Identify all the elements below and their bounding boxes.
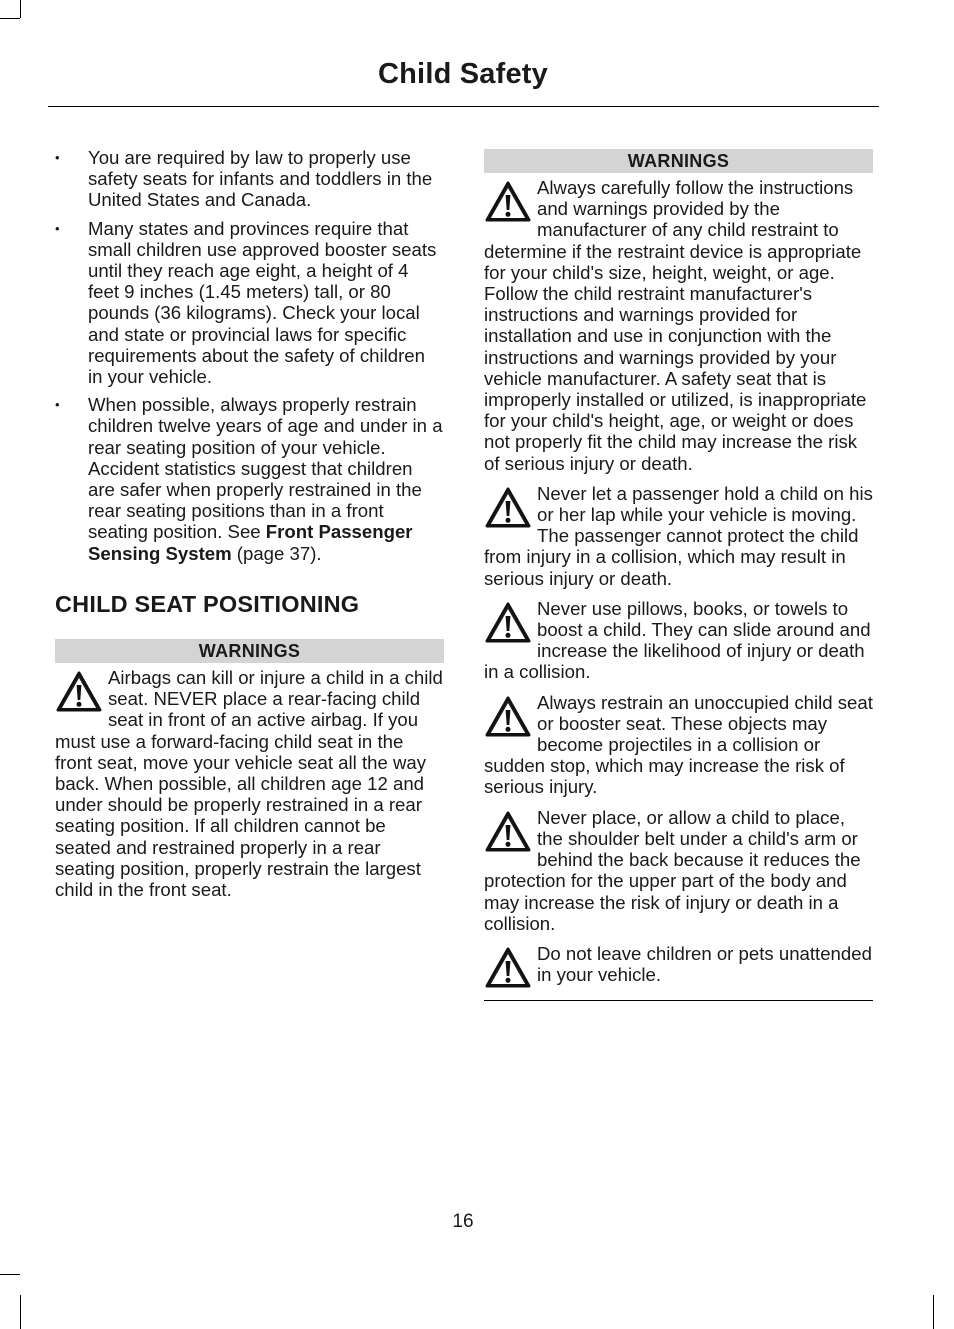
warning-item	[484, 943, 873, 989]
warning-triangle-icon	[484, 695, 532, 738]
page-number: 16	[452, 1211, 474, 1232]
page-reference: (page 37).	[231, 542, 322, 564]
warning-text: Always restrain an unoccupied child seat or booster seat. These objects may become projectiles in a collision or sudden stop, which may increase the risk of serious injury.	[484, 691, 873, 798]
crop-mark-bottom-right-vertical	[933, 1295, 934, 1329]
bullet-list	[55, 147, 444, 564]
crop-mark-bottom-left-vertical	[20, 1295, 21, 1329]
warning-triangle-icon	[484, 486, 532, 529]
warning-triangle-icon	[484, 180, 532, 223]
warning-item	[484, 807, 873, 934]
bullet-item	[55, 218, 444, 388]
warnings-header: WARNINGS	[484, 149, 873, 173]
warning-triangle-icon	[484, 601, 532, 644]
crop-mark-top-left-horizontal	[0, 18, 20, 19]
bullet-text: When possible, always properly restrain children twelve years of age and under in a rear seating position of your vehicle. Accident statistics suggest that children are safer when properly restrained in the rear seating positions than in a front seating position. See	[88, 394, 443, 543]
header-rule	[48, 106, 879, 107]
warning-text: Airbags can kill or injure a child in a child seat. NEVER place a rear-facing child seat in front of an active airbag. If you must use a forward-facing child seat in the front seat, move your vehicle seat all the way back. When possible, all children age 12 and under should be properly restrained in a rear seating position. If all children cannot be seated and restrained properly in a rear seating position, properly restrain the largest child in the front seat.	[55, 667, 443, 901]
warning-triangle-icon	[484, 810, 532, 853]
right-column	[484, 149, 873, 1001]
crop-mark-bottom-left-horizontal	[0, 1274, 20, 1275]
bullet-item	[55, 147, 444, 211]
left-column	[55, 147, 444, 900]
warning-item	[55, 667, 444, 900]
warning-item	[484, 483, 873, 589]
warning-text: Do not leave children or pets unattended in your vehicle.	[537, 942, 872, 986]
section-heading: CHILD SEAT POSITIONING	[55, 590, 360, 617]
crop-mark-top-left-vertical	[20, 0, 21, 18]
warning-text: Never let a passenger hold a child on his or her lap while your vehicle is moving. The passenger cannot protect the child from injury in a collision, which may result in serious injury or death.	[484, 482, 873, 589]
warnings-end-rule	[484, 1000, 873, 1001]
warning-text: Always carefully follow the instructions and warnings provided by the manufacturer of any child restraint to determine if the restraint device is appropriate for your child's size, height, weight, or age. Follow the child restraint manufacturer's instructions and warnings provided for installation and use in conjunction with the instructions and warnings provided by your vehicle manufacturer. A safety seat that is improperly installed or utilized, is inappropriate for your child's height, age, or weight or does not properly fit the child may increase the risk of serious injury or death.	[484, 177, 867, 474]
cross-reference-link[interactable]: Front Passenger Sensing System	[88, 521, 413, 564]
warning-text: Never use pillows, books, or towels to boost a child. They can slide around and increase the likelihood of injury or death in a collision.	[484, 597, 871, 683]
warning-text: Never place, or allow a child to place, the shoulder belt under a child's arm or behind the back because it reduces the protection for the upper part of the body and may increase the risk of injury or death in a collision.	[484, 806, 861, 934]
warning-triangle-icon	[484, 946, 532, 989]
bullet-text: You are required by law to properly use safety seats for infants and toddlers in the United States and Canada.	[88, 147, 433, 211]
bullet-item	[55, 394, 444, 564]
warning-item	[484, 692, 873, 798]
bullet-text: Many states and provinces require that small children use approved booster seats until they reach age eight, a height of 4 feet 9 inches (1.45 meters) tall, or 80 pounds (36 kilograms). Check your local and state or provincial laws for specific requirements about the safety of children in your vehicle.	[88, 217, 437, 388]
warning-item	[484, 177, 873, 474]
page-title: Child Safety	[378, 58, 548, 90]
warning-item	[484, 598, 873, 683]
warnings-header: WARNINGS	[55, 639, 444, 663]
warning-triangle-icon	[55, 670, 103, 713]
